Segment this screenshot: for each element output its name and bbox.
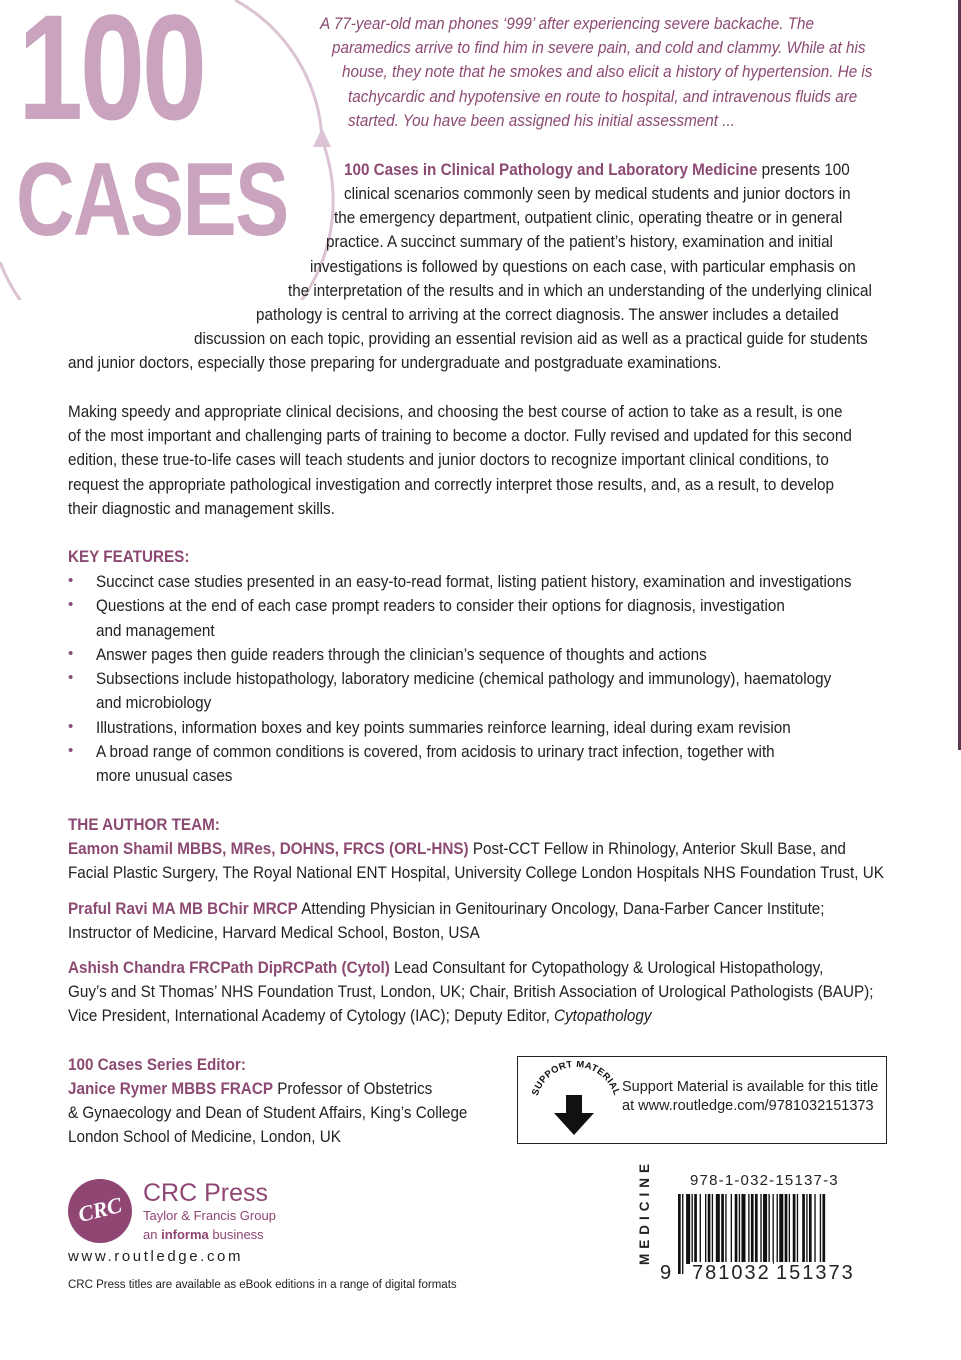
barcode-bar bbox=[712, 1194, 713, 1264]
paragraph-line: Making speedy and appropriate clinical decisions, and choosing the best course of action to take as a result, is one bbox=[68, 403, 843, 421]
feature-item-continued: and management bbox=[96, 622, 215, 640]
description-line: discussion on each topic, providing an essential revision aid as well as a practical guide for students bbox=[194, 330, 868, 348]
barcode-bar bbox=[700, 1194, 701, 1264]
logo-100: 100 bbox=[18, 0, 204, 151]
paragraph-line: edition, these true-to-life cases will teach students and junior doctors to recognize important clinical conditions, to bbox=[68, 451, 829, 469]
support-material-badge bbox=[524, 1061, 624, 1141]
intro-line: started. You have been assigned his initial assessment ... bbox=[348, 112, 735, 130]
barcode-bar bbox=[802, 1194, 805, 1264]
feature-item-continued: more unusual cases bbox=[96, 767, 233, 785]
barcode-bar bbox=[763, 1194, 767, 1264]
support-text: Support Material is available for this title bbox=[622, 1079, 879, 1095]
feature-item: Answer pages then guide readers through the clinician’s sequence of thoughts and actions bbox=[96, 646, 707, 664]
description-line: practice. A succinct summary of the patient’s history, examination and initial bbox=[326, 233, 833, 251]
ebook-note: CRC Press titles are available as eBook editions in a range of digital formats bbox=[68, 1279, 457, 1291]
barcode-bar bbox=[682, 1194, 683, 1274]
intro-line: house, they note that he smokes and also elicit a history of hypertension. He is bbox=[342, 63, 873, 81]
intro-line: paramedics arrive to find him in severe pain, and cold and clammy. While at his bbox=[332, 39, 866, 57]
barcode-bar bbox=[814, 1194, 815, 1264]
author-detail: Vice President, International Academy of Cytology (IAC); Deputy Editor, Cytopathology bbox=[68, 1007, 652, 1025]
key-features-heading: KEY FEATURES: bbox=[68, 548, 190, 566]
barcode-bar bbox=[705, 1194, 706, 1264]
barcode-bar bbox=[686, 1194, 690, 1264]
bullet-icon: • bbox=[68, 645, 74, 662]
barcode-bar bbox=[739, 1194, 740, 1264]
description-line: and junior doctors, especially those preparing for undergraduate and postgraduate examinations. bbox=[68, 354, 722, 372]
barcode-bar bbox=[809, 1194, 812, 1264]
series-editor-entry: Janice Rymer MBBS FRACP Professor of Obstetrics bbox=[68, 1080, 433, 1098]
publisher-group: Taylor & Francis Group bbox=[143, 1208, 276, 1223]
barcode-bar bbox=[725, 1194, 726, 1264]
feature-item: Subsections include histopathology, laboratory medicine (chemical pathology and immunology), haematology bbox=[96, 670, 832, 688]
barcode-bar bbox=[708, 1194, 711, 1264]
bullet-icon: • bbox=[68, 669, 74, 686]
series-editor-heading: 100 Cases Series Editor: bbox=[68, 1056, 246, 1074]
author-name: Praful Ravi MA MB BChir MRCP bbox=[68, 900, 298, 918]
feature-item-continued: and microbiology bbox=[96, 694, 212, 712]
description-line: the emergency department, outpatient clinic, operating theatre or in general bbox=[334, 209, 843, 227]
crc-badge-text: CRC bbox=[75, 1192, 125, 1227]
editor-detail: & Gynaecology and Dean of Student Affairs, King’s College bbox=[68, 1104, 468, 1122]
barcode-digits-left: 781032 bbox=[692, 1262, 771, 1284]
crc-badge bbox=[68, 1179, 132, 1243]
barcode-bar bbox=[692, 1194, 693, 1264]
author-detail: Guy’s and St Thomas’ NHS Foundation Trust, London, UK; Chair, British Association of Urological Pathologists (BAUP); bbox=[68, 983, 874, 1001]
editor-detail: London School of Medicine, London, UK bbox=[68, 1128, 341, 1146]
paragraph-line: request the appropriate pathological investigation and correctly interpret those results, and, as a result, to develop bbox=[68, 476, 835, 494]
barcode-bar bbox=[735, 1194, 738, 1264]
barcode-bar bbox=[773, 1194, 774, 1264]
publisher-website[interactable]: www.routledge.com bbox=[68, 1248, 244, 1265]
author-entry: Ashish Chandra FRCPath DipRCPath (Cytol) Lead Consultant for Cytopathology & Urological Histopathology, bbox=[68, 959, 824, 977]
description-line: investigations is followed by questions on each case, with particular emphasis on bbox=[310, 258, 856, 276]
author-detail: Instructor of Medicine, Harvard Medical School, Boston, USA bbox=[68, 924, 480, 942]
barcode-block bbox=[660, 1172, 870, 1297]
barcode-bar bbox=[694, 1194, 697, 1264]
barcode-bar bbox=[768, 1194, 769, 1264]
bullet-icon: • bbox=[68, 742, 74, 759]
barcode-bar bbox=[797, 1194, 798, 1264]
barcode-bar bbox=[806, 1194, 807, 1264]
barcode-bar bbox=[789, 1194, 790, 1264]
author-name: Eamon Shamil MBBS, MRes, DOHNS, FRCS (ORL-HNS) bbox=[68, 840, 469, 858]
description-line: clinical scenarios commonly seen by medical students and junior doctors in bbox=[344, 185, 851, 203]
svg-text:SUPPORT MATERIAL: SUPPORT MATERIAL bbox=[529, 1061, 623, 1098]
author-team-heading: THE AUTHOR TEAM: bbox=[68, 816, 220, 834]
description-line: pathology is central to arriving at the correct diagnosis. The answer includes a detailed bbox=[256, 306, 839, 324]
support-material-box bbox=[517, 1056, 887, 1144]
editor-name: Janice Rymer MBBS FRACP bbox=[68, 1080, 274, 1098]
bullet-icon: • bbox=[68, 572, 74, 589]
intro-line: tachycardic and hypotensive en route to hospital, and intravenous fluids are bbox=[348, 88, 858, 106]
publisher-informa: an informa business bbox=[143, 1227, 264, 1242]
description-line: the interpretation of the results and in which an understanding of the underlying clinical bbox=[288, 282, 872, 300]
download-arrow-icon bbox=[554, 1113, 594, 1135]
author-detail: Facial Plastic Surgery, The Royal National ENT Hospital, University College London Hospitals NHS Foundation Trust, UK bbox=[68, 864, 884, 882]
barcode-bar bbox=[777, 1194, 778, 1264]
bullet-icon: • bbox=[68, 596, 74, 613]
feature-item: Questions at the end of each case prompt readers to consider their options for diagnosis, investigation bbox=[96, 597, 785, 615]
isbn-text: 978-1-032-15137-3 bbox=[690, 1172, 839, 1189]
author-entry: Eamon Shamil MBBS, MRes, DOHNS, FRCS (ORL-HNS) Post-CCT Fellow in Rhinology, Anterior Skull Base, and bbox=[68, 840, 846, 858]
author-name: Ashish Chandra FRCPath DipRCPath (Cytol) bbox=[68, 959, 390, 977]
author-entry: Praful Ravi MA MB BChir MRCP Attending Physician in Genitourinary Oncology, Dana-Farber Cancer Institute; bbox=[68, 900, 825, 918]
book-title: 100 Cases in Clinical Pathology and Laboratory Medicine bbox=[344, 161, 758, 179]
barcode-bar bbox=[793, 1194, 796, 1264]
barcode-bar bbox=[820, 1194, 821, 1264]
paragraph-line: of the most important and challenging parts of training to become a doctor. Fully revised and updated for this second bbox=[68, 427, 852, 445]
support-url[interactable]: at www.routledge.com/9781032151373 bbox=[622, 1098, 874, 1114]
description-line: 100 Cases in Clinical Pathology and Laboratory Medicine presents 100 bbox=[344, 161, 850, 179]
logo-cases: CASES bbox=[16, 142, 288, 258]
feature-item: Illustrations, information boxes and key points summaries reinforce learning, ideal during exam revision bbox=[96, 719, 791, 737]
barcode-bar bbox=[741, 1194, 745, 1264]
barcode-bar bbox=[716, 1194, 720, 1264]
publisher-name: CRC Press bbox=[143, 1179, 269, 1207]
bullet-icon: • bbox=[68, 718, 74, 735]
category-label: MEDICINE bbox=[637, 1158, 652, 1265]
intro-line: A 77-year-old man phones ‘999’ after experiencing severe backache. The bbox=[320, 15, 815, 33]
barcode-digits-right: 151373 bbox=[776, 1262, 855, 1284]
paragraph-line: their diagnostic and management skills. bbox=[68, 500, 335, 518]
barcode-bar bbox=[785, 1194, 788, 1264]
barcode-digit-first: 9 bbox=[660, 1262, 672, 1284]
feature-item: A broad range of common conditions is covered, from acidosis to urinary tract infection, together with bbox=[96, 743, 775, 761]
barcode-bar bbox=[760, 1194, 761, 1264]
barcode-bar bbox=[748, 1194, 749, 1264]
barcode-bar bbox=[678, 1194, 681, 1274]
arrow-up-icon bbox=[313, 128, 331, 147]
barcode-bar bbox=[721, 1194, 724, 1264]
feature-item: Succinct case studies presented in an easy-to-read format, listing patient history, examination and investigations bbox=[96, 573, 852, 591]
barcode-bar bbox=[779, 1194, 783, 1264]
barcode-bar bbox=[731, 1194, 732, 1264]
